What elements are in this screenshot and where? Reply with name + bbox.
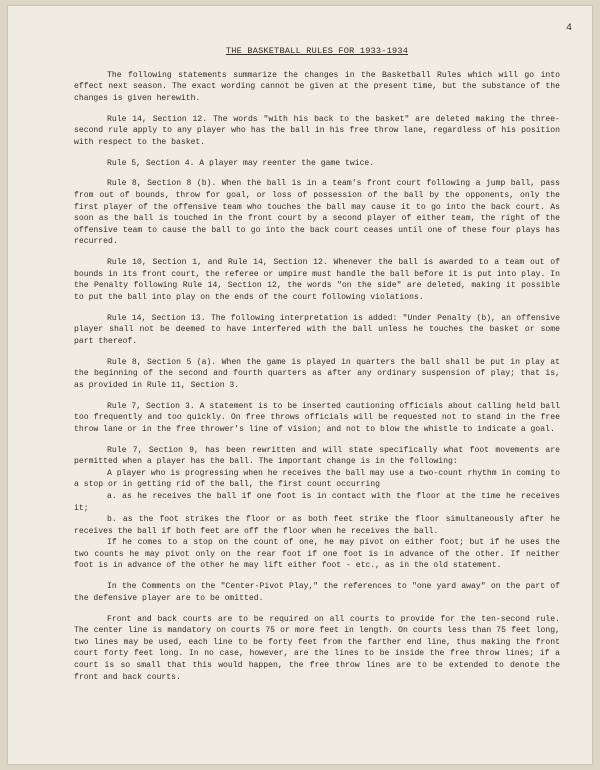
paragraph-intro: The following statements summarize the changes in the Basketball Rules which will go into effect next season. The exact wording cannot be given at the present time, but the substance of the changes is given herewith. (74, 70, 560, 103)
document-title: THE BASKETBALL RULES FOR 1933-1934 (225, 46, 409, 56)
paragraph-rule-7-9: Rule 7, Section 9, has been rewritten and will state specifically what foot movements are permitted when a player has the ball. The important change is in the following: (74, 445, 560, 467)
paragraph-rule-7-3: Rule 7, Section 3. A statement is to be inserted cautioning officials about calling held ball too frequently and too quickly. On free throws officials will be requested not to stand in the free throw lane or in the free thrower's line of vision; and not to blow the whistle to indicate a goal. (74, 401, 560, 434)
paragraph-item-a: a. as he receives the ball if one foot is in contact with the floor at the time he receives it; (74, 491, 560, 513)
paragraph-two-count: A player who is progressing when he receives the ball may use a two-count rhythm in coming to a stop or in getting rid of the ball, the first count occurring (74, 468, 560, 490)
paragraph-rule-10-1: Rule 10, Section 1, and Rule 14, Section 12. Whenever the ball is awarded to a team out of bounds in its front court, the referee or umpire must handle the ball before it is put into play. In the Penalty following Rule 14, Section 12, the words "on the side" are deleted, making it possible to put the ball into play on the ends of the court following violations. (74, 258, 560, 302)
paragraph-rule-14-12: Rule 14, Section 12. The words "with his back to the basket" are deleted making the three-second rule apply to any player who has the ball in his free throw lane, regardless of his position with respect to the basket. (74, 114, 560, 147)
paragraph-rule-14-13: Rule 14, Section 13. The following interpretation is added: "Under Penalty (b), an offensive player shall not be deemed to have interfered with the ball unless he touches the basket or some part thereof. (74, 313, 560, 346)
page-number: 4 (565, 23, 572, 34)
document-body (74, 46, 560, 692)
paragraph-center-pivot: In the Comments on the "Center-Pivot Play," the references to "one yard away" on the part of the defensive player are to be omitted. (74, 582, 560, 603)
paragraph-courts: Front and back courts are to be required on all courts to provide for the ten-second rule. The center line is mandatory on courts 75 or more feet in length. On courts less than 75 feet long, two lines may be used, each line to be forty feet from the farther end line, thus making the front court forty feet long. In no case, however, are the lines to be inside the free throw lines; if a court is so small that this would happen, the free throw lines are to be extended to denote the front and back courts. (74, 614, 560, 682)
paragraph-pivot: If he comes to a stop on the count of one, he may pivot on either foot; but if he uses the two counts he may pivot only on the rear foot if one foot is in advance of the other. If neither foot is in advance of the other he may lift either foot - etc., as in the old statement. (74, 538, 560, 571)
document-page (8, 6, 592, 764)
paragraph-rule-8-8b: Rule 8, Section 8 (b). When the ball is in a team's front court following a jump ball, pass from out of bounds, throw for goal, or loss of possession of the ball by the opponents, only the first player of the offensive team who touches the ball may cause it to go into the back court. As soon as the ball is touched in the front court by a second player of either team, the right of the offensive team to cause the ball to go into the back court ceases until one of these four plays has recurred. (74, 179, 560, 247)
paragraph-rule-8-5a: Rule 8, Section 5 (a). When the game is played in quarters the ball shall be put in play at the beginning of the second and fourth quarters as after any ordinary suspension of play; that is, as provided in Rule 11, Section 3. (74, 357, 560, 390)
paragraph-rule-5-4: Rule 5, Section 4. A player may reenter the game twice. (107, 158, 375, 168)
paragraph-item-b: b. as the foot strikes the floor or as both feet strike the floor simultaneously after he receives the ball if both feet are off the floor when he receives the ball. (74, 515, 560, 536)
